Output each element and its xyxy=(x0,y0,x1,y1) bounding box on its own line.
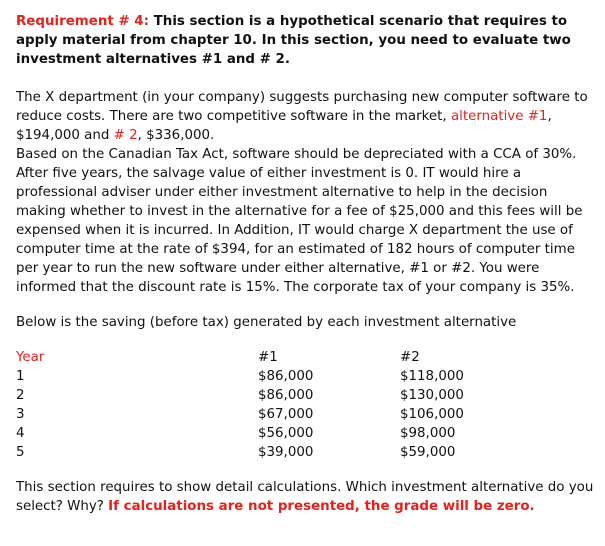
savings-intro: Below is the saving (before tax) generated by each investment alternative xyxy=(16,315,517,330)
closing-paragraph xyxy=(16,478,600,516)
requirement-text: This section is a hypothetical scenario that requires to apply material from chapter 10. In this section, you need to evaluate two investment alternatives #1 and # 2. xyxy=(16,14,571,67)
scenario-text-c: , $336,000. xyxy=(137,128,215,143)
requirement-heading xyxy=(16,12,600,69)
cell-year: 5 xyxy=(16,445,25,460)
header-alt-2: #2 xyxy=(400,350,420,365)
scenario-paragraph-2: Based on the Canadian Tax Act, software should be depreciated with a CCA of 30%. After five years, the salvage value of either investment is 0. IT would hire a professional adviser under either investment alternative to help in the decision making whether to invest in the alternative for a fee of $25,000 and this fees will be expensed when it is incurred. In Addition, IT would charge X department the use of computer time at the rate of $394, for an estimated of 182 hours of computer time per year to run the new software under either alternative, #1 or #2. You were informed that the discount rate is 15%. The corporate tax of your company is 35%. xyxy=(16,147,583,295)
savings-table xyxy=(16,348,520,462)
closing-text: This section requires to show detail calculations. Which investment alternative do you select? Why? xyxy=(16,480,594,514)
cell-alt-2: $130,000 xyxy=(400,388,464,403)
grade-warning: If calculations are not presented, the grade will be zero. xyxy=(108,499,535,514)
cell-alt-2: $59,000 xyxy=(400,445,456,460)
cell-alt-1: $67,000 xyxy=(258,407,314,422)
table-row xyxy=(16,424,520,443)
cell-alt-1: $39,000 xyxy=(258,445,314,460)
cell-alt-2: $106,000 xyxy=(400,407,464,422)
cell-alt-2: $98,000 xyxy=(400,426,456,441)
alternative-1-label: alternative #1 xyxy=(450,109,548,124)
table-row xyxy=(16,443,520,462)
cell-alt-1: $56,000 xyxy=(258,426,314,441)
cell-alt-2: $118,000 xyxy=(400,369,464,384)
table-row xyxy=(16,386,520,405)
scenario-text-a: The X department (in your company) suggests purchasing new computer software to reduce costs. There are two competitive software in the market, xyxy=(16,90,588,124)
header-alt-1: #1 xyxy=(258,350,278,365)
header-year: Year xyxy=(16,350,45,365)
table-row xyxy=(16,405,520,424)
scenario-text-b: , $194,000 and xyxy=(16,109,552,143)
cell-year: 4 xyxy=(16,426,25,441)
requirement-label: Requirement # 4: xyxy=(16,14,149,29)
document-body xyxy=(16,12,600,516)
cell-alt-1: $86,000 xyxy=(258,388,314,403)
cell-year: 1 xyxy=(16,369,25,384)
cell-year: 3 xyxy=(16,407,25,422)
table-row xyxy=(16,367,520,386)
table-header-row xyxy=(16,348,520,367)
cell-year: 2 xyxy=(16,388,25,403)
cell-alt-1: $86,000 xyxy=(258,369,314,384)
scenario-paragraph-1 xyxy=(16,88,600,145)
alternative-2-label: # 2 xyxy=(113,128,138,143)
